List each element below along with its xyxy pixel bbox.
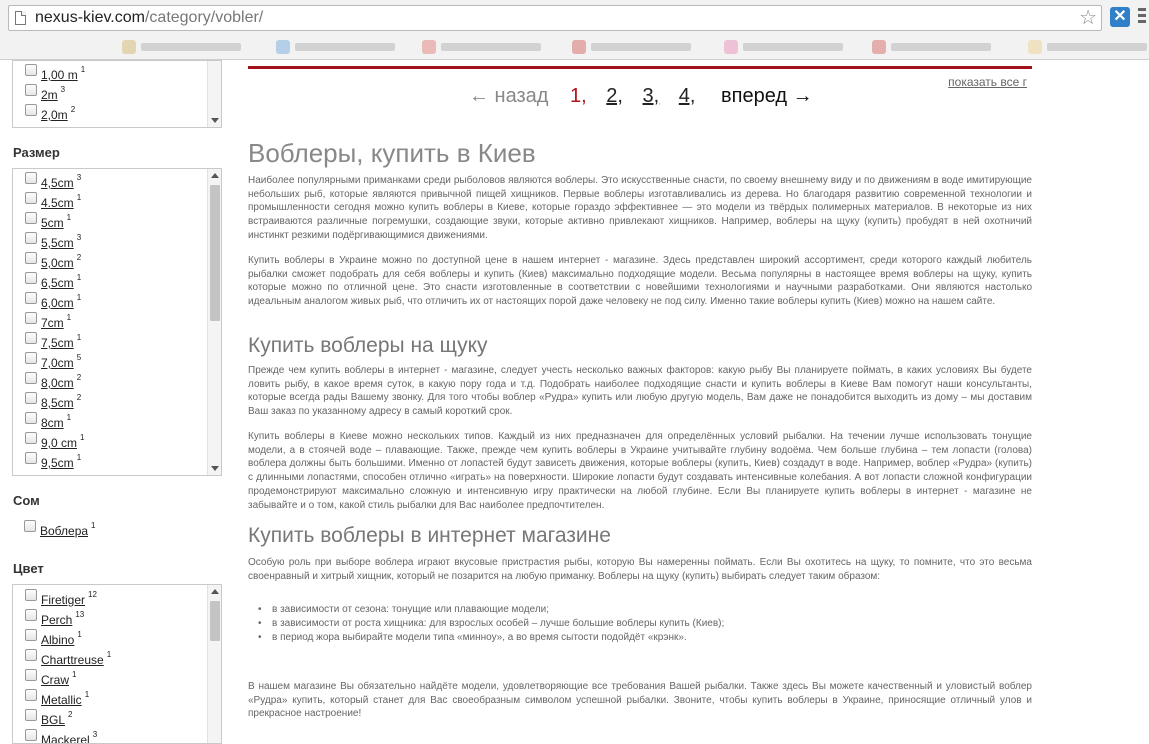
size-option-label[interactable]: 6,5cm bbox=[41, 276, 74, 290]
size-option-count: 1 bbox=[76, 273, 82, 282]
color-option-label[interactable]: Craw bbox=[41, 673, 70, 687]
length-checkbox[interactable] bbox=[25, 104, 37, 116]
bookmark-item[interactable] bbox=[276, 38, 395, 54]
size-option-count: 2 bbox=[76, 373, 82, 382]
bookmark-item[interactable] bbox=[872, 38, 991, 54]
size-option-count: 5 bbox=[76, 353, 82, 362]
size-option[interactable] bbox=[25, 210, 71, 230]
length-scrollbar[interactable] bbox=[207, 61, 221, 127]
color-checkbox[interactable] bbox=[25, 669, 37, 681]
length-checkbox[interactable] bbox=[25, 64, 37, 76]
bookmark-item[interactable] bbox=[724, 38, 843, 54]
url-host: nexus-kiev.com bbox=[35, 9, 145, 26]
color-scrollbar[interactable] bbox=[207, 585, 221, 743]
size-option-count: 3 bbox=[76, 173, 82, 182]
size-option[interactable] bbox=[25, 330, 81, 350]
bookmark-star-icon[interactable]: ☆ bbox=[1079, 7, 1097, 29]
length-option[interactable] bbox=[25, 102, 75, 122]
length-option-label[interactable]: 2m bbox=[41, 88, 58, 102]
size-filter-list[interactable] bbox=[12, 168, 222, 476]
color-option-label[interactable]: Albino bbox=[41, 633, 75, 647]
size-option[interactable] bbox=[25, 290, 81, 310]
size-option[interactable] bbox=[25, 270, 81, 290]
pagination bbox=[469, 85, 813, 108]
paragraph-4: Купить воблеры в Киеве можно нескольких типов. Каждый из них предназначен для определённых условий рыбалки. На течении лучше использовать тонущие модели, а в стоячей воде – плавающие. Также, прежде чем купить воблеры в Украине учитывайте глубину водоёма. Чем больше глубина – тем лопасти (голова) воблера должны быть большими. Именно от лопастей будут зависеть движения, которые воблеры (купить, Киев) создадут в воде. Например, воблер «Рудра» (купить) с длинными лопастями, способен отлично «играть» на поверхности. Широкие лопасти будут создавать интенсивные колебания. А вот лопасти сложной конфигурации продемонстрируют максимально сложную и интенсивную игру практически на любой глубине. Если Вы планируете купить воблеры в интернет - магазине не забывайте и о том, какой стиль рыбалки для Вас наиболее предпочтителен. bbox=[248, 431, 1032, 511]
som-option-count: 1 bbox=[91, 521, 96, 530]
size-option-count: 1 bbox=[80, 433, 85, 442]
size-scrollbar[interactable] bbox=[207, 169, 221, 475]
length-filter-list[interactable] bbox=[12, 60, 222, 128]
size-option[interactable] bbox=[25, 370, 81, 390]
show-all-link[interactable]: показать все г bbox=[948, 75, 1027, 89]
size-option[interactable] bbox=[25, 390, 81, 410]
color-option-label[interactable]: Metallic bbox=[41, 693, 82, 707]
size-option[interactable] bbox=[25, 430, 84, 450]
list-item: • в зависимости от роста хищника: для взрослых особей – лучше большие воблеры купить (Киев); bbox=[258, 617, 724, 631]
bookmark-favicon-icon bbox=[122, 40, 136, 54]
size-option[interactable] bbox=[25, 410, 71, 430]
color-option-label[interactable]: Perch bbox=[41, 613, 73, 627]
size-option-label[interactable]: 6,0cm bbox=[41, 296, 74, 310]
color-option-label[interactable]: BGL bbox=[41, 713, 66, 727]
size-option-label[interactable]: 5cm bbox=[41, 216, 64, 230]
size-option-count: 1 bbox=[66, 213, 72, 222]
size-option[interactable] bbox=[25, 190, 81, 210]
color-checkbox[interactable] bbox=[25, 649, 37, 661]
color-checkbox[interactable] bbox=[25, 709, 37, 721]
size-checkbox[interactable] bbox=[25, 352, 37, 364]
color-option-count: 1 bbox=[84, 690, 90, 699]
color-checkbox[interactable] bbox=[25, 629, 37, 641]
filters-sidebar bbox=[0, 60, 235, 744]
size-option-label[interactable]: 7,5cm bbox=[41, 336, 74, 350]
size-option-label[interactable]: 8cm bbox=[41, 416, 64, 430]
size-option-count: 1 bbox=[76, 293, 82, 302]
color-option[interactable] bbox=[25, 727, 97, 744]
pager-forward[interactable]: вперед → bbox=[721, 85, 813, 107]
paragraph-2: Купить воблеры в Украине можно по доступной цене в нашем интернет - магазине. Здесь представлен широкий ассортимент, среди которого каждый любитель рыбалки сможет подобрать для себя воблеры и купить (Киев) максимально подходящие модели. Весьма популярны в настоящее время воблеры на щуку, купить которые можно по отличной цене. Это снасти изготовленные в соответствии с новейшими технологиями и научными разработками. Они являются настолько идеальным аналогом живых рыб, что отличить их от настоящих порой даже человеку не под силу. Именно такие воблеры купить (Киев) можно на нашем сайте. bbox=[248, 255, 1032, 308]
length-option[interactable] bbox=[25, 82, 65, 102]
page-icon bbox=[15, 11, 26, 25]
size-checkbox[interactable] bbox=[25, 332, 37, 344]
size-checkbox[interactable] bbox=[25, 452, 37, 464]
bookmark-item[interactable] bbox=[1028, 38, 1147, 54]
size-option[interactable] bbox=[25, 350, 81, 370]
size-option[interactable] bbox=[25, 230, 81, 250]
browser-chrome bbox=[0, 0, 1149, 60]
size-option[interactable] bbox=[25, 170, 81, 190]
size-checkbox[interactable] bbox=[25, 232, 37, 244]
paragraph-6: В нашем магазине Вы обязательно найдёте модели, удовлетворяющие все требования Вашей рыбалки. Также здесь Вы можете качественный и уловистый воблер «Рудра» купить, который станет для Вас своеобразным символом успешной рыбалки. Звоните, чтобы купить воблеры в Украине, приносящие отличный улов и прекрасное настроение! bbox=[248, 681, 1032, 720]
heading-pike: Купить воблеры на щуку bbox=[248, 334, 488, 357]
color-option-label[interactable]: Charttreuse bbox=[41, 653, 104, 667]
color-option[interactable] bbox=[25, 587, 97, 607]
size-option-count: 3 bbox=[76, 233, 82, 242]
length-option-count: 2 bbox=[70, 105, 76, 114]
color-option[interactable] bbox=[25, 627, 82, 647]
size-option-label[interactable]: 5,5cm bbox=[41, 236, 74, 250]
size-option-label[interactable]: 7cm bbox=[41, 316, 64, 330]
pager-back[interactable]: ← назад bbox=[469, 85, 549, 107]
length-option-count: 1 bbox=[80, 65, 86, 74]
color-option-count: 2 bbox=[68, 710, 73, 719]
length-option-label[interactable]: 1,00 m bbox=[41, 68, 78, 82]
bookmark-item[interactable] bbox=[572, 38, 691, 54]
size-option-label[interactable]: 8,5cm bbox=[41, 396, 74, 410]
size-option-label[interactable]: 4,5cm bbox=[41, 176, 74, 190]
color-option-label[interactable]: Mackerel bbox=[41, 733, 90, 744]
som-checkbox[interactable] bbox=[24, 520, 36, 532]
color-option-count: 3 bbox=[92, 730, 98, 739]
color-option[interactable] bbox=[25, 607, 84, 627]
color-option-count: 12 bbox=[88, 590, 97, 599]
paragraph-5: Особую роль при выборе воблера играют вкусовые пристрастия рыбы, которую Вы намеренны поймать. Если Вы охотитесь на щуку, то помните, что это весьма своенравный и хитрый хищник, который не позарится на любую приманку. Воблеры на щуку (купить) выбирать следует таким образом: bbox=[248, 557, 1032, 582]
size-option-label[interactable]: 5,0cm bbox=[41, 256, 74, 270]
top-divider bbox=[248, 66, 1032, 69]
length-checkbox[interactable] bbox=[25, 84, 37, 96]
bookmark-item[interactable] bbox=[422, 38, 541, 54]
size-checkbox[interactable] bbox=[25, 272, 37, 284]
size-filter-title: Размер bbox=[13, 145, 60, 160]
length-option[interactable] bbox=[25, 62, 85, 82]
color-option-count: 1 bbox=[106, 650, 112, 659]
main-content bbox=[248, 60, 1033, 735]
size-option[interactable] bbox=[25, 250, 81, 270]
size-checkbox[interactable] bbox=[25, 372, 37, 384]
som-option[interactable] bbox=[24, 518, 96, 538]
bookmark-favicon-icon bbox=[276, 40, 290, 54]
size-checkbox[interactable] bbox=[25, 392, 37, 404]
size-option-label[interactable]: 7,0cm bbox=[41, 356, 74, 370]
bookmark-favicon-icon bbox=[724, 40, 738, 54]
size-checkbox[interactable] bbox=[25, 212, 37, 224]
paragraph-3: Прежде чем купить воблеры в интернет - магазине, следует учесть несколько важных факторов: какую рыбу Вы планируете поймать, в каких условиях Вы будете ловить рыбу, в какое время суток, в какую пору года и т.д. Подобрать наиболее подходящие снасти и купить воблеры в Киеве Вам помогут наши консультанты, которые всегда рады Вашему звонку. Для того чтобы воблер «Рудра» купить или любую другую модель, Вам даже не понадобится выходить из дому – мы доставим Ваш заказ по указанному адресу в самый короткий срок. bbox=[248, 365, 1032, 418]
size-option-label[interactable]: 9,5cm bbox=[41, 456, 74, 470]
pager-page-3[interactable]: 3, bbox=[642, 85, 660, 107]
bookmark-item[interactable] bbox=[122, 38, 241, 54]
page-title: Воблеры, купить в Киев bbox=[248, 138, 536, 168]
som-filter-title: Сом bbox=[13, 493, 40, 508]
size-option[interactable] bbox=[25, 310, 71, 330]
size-option-label[interactable]: 9,0 cm bbox=[41, 436, 78, 450]
color-option-label[interactable]: Firetiger bbox=[41, 593, 86, 607]
pager-page-2[interactable]: 2, bbox=[606, 85, 623, 107]
color-option[interactable] bbox=[25, 687, 89, 707]
size-checkbox[interactable] bbox=[25, 292, 37, 304]
color-checkbox[interactable] bbox=[25, 689, 37, 701]
list-item: • в зависимости от сезона: тонущие или плавающие модели; bbox=[258, 603, 724, 617]
size-option[interactable] bbox=[25, 450, 81, 470]
size-option-count: 1 bbox=[66, 413, 72, 422]
color-option[interactable] bbox=[25, 667, 76, 687]
size-option-count: 2 bbox=[76, 393, 82, 402]
bookmark-favicon-icon bbox=[1028, 40, 1042, 54]
bookmark-favicon-icon bbox=[572, 40, 586, 54]
color-option[interactable] bbox=[25, 707, 72, 727]
length-option-label[interactable]: 2,0m bbox=[41, 108, 68, 122]
color-filter-title: Цвет bbox=[13, 561, 44, 576]
length-option-count: 3 bbox=[60, 85, 66, 94]
color-checkbox[interactable] bbox=[25, 609, 37, 621]
size-checkbox[interactable] bbox=[25, 432, 37, 444]
size-option-count: 2 bbox=[76, 253, 82, 262]
bookmark-favicon-icon bbox=[872, 40, 886, 54]
pager-page-4[interactable]: 4, bbox=[678, 85, 696, 107]
size-checkbox[interactable] bbox=[25, 312, 37, 324]
tips-list bbox=[258, 603, 724, 645]
size-checkbox[interactable] bbox=[25, 172, 37, 184]
size-checkbox[interactable] bbox=[25, 192, 37, 204]
som-filter-list bbox=[12, 516, 222, 540]
url-path: /category/vobler/ bbox=[144, 9, 264, 26]
color-option-count: 13 bbox=[75, 610, 85, 619]
color-option[interactable] bbox=[25, 647, 111, 667]
bookmark-favicon-icon bbox=[422, 40, 436, 54]
browser-menu-icon[interactable] bbox=[1138, 8, 1146, 26]
size-option-count: 1 bbox=[76, 453, 82, 462]
size-option-label[interactable]: 8,0cm bbox=[41, 376, 74, 390]
color-option-count: 1 bbox=[72, 670, 77, 679]
color-checkbox[interactable] bbox=[25, 729, 37, 741]
size-option-label[interactable]: 4.5cm bbox=[41, 196, 74, 210]
som-option-label[interactable]: Воблера bbox=[40, 524, 89, 538]
extension-icon[interactable]: ✕ bbox=[1110, 7, 1130, 27]
color-checkbox[interactable] bbox=[25, 589, 37, 601]
url-text[interactable] bbox=[35, 9, 263, 27]
bookmarks-bar bbox=[0, 34, 1149, 58]
size-option-count: 1 bbox=[76, 333, 82, 342]
size-checkbox[interactable] bbox=[25, 252, 37, 264]
heading-shop: Купить воблеры в интернет магазине bbox=[248, 524, 611, 547]
color-option-count: 1 bbox=[77, 630, 82, 639]
pager-current: 1, bbox=[570, 85, 587, 107]
size-checkbox[interactable] bbox=[25, 412, 37, 424]
list-item: • в период жора выбирайте модели типа «минноу», а во время сытости подойдёт «крэнк». bbox=[258, 631, 724, 645]
color-filter-list[interactable] bbox=[12, 584, 222, 744]
address-bar[interactable] bbox=[8, 5, 1102, 31]
size-option-count: 1 bbox=[66, 313, 72, 322]
paragraph-1: Наиболее популярными приманками среди рыболовов являются воблеры. Это искусственные снасти, по своему внешнему виду и по движениям в воде имитирующие небольших рыб, которые являются привычной пищей хищников. Первые воблеры изготавливались из дерева. Но благодаря развитию современной технологии и промышленности сегодня можно купить воблеры в Киеве, которые гораздо эффективнее — это модели из твёрдых полимерных материалов. В некоторые из них встраиваются различные погремушки, создающие звуки, которые активно привлекают хищников. Например, воблеры на щуку (купить) пробудят в ней охотничий инстинкт резкими подёргивающимися движениями. bbox=[248, 175, 1032, 241]
size-option-count: 1 bbox=[76, 193, 82, 202]
